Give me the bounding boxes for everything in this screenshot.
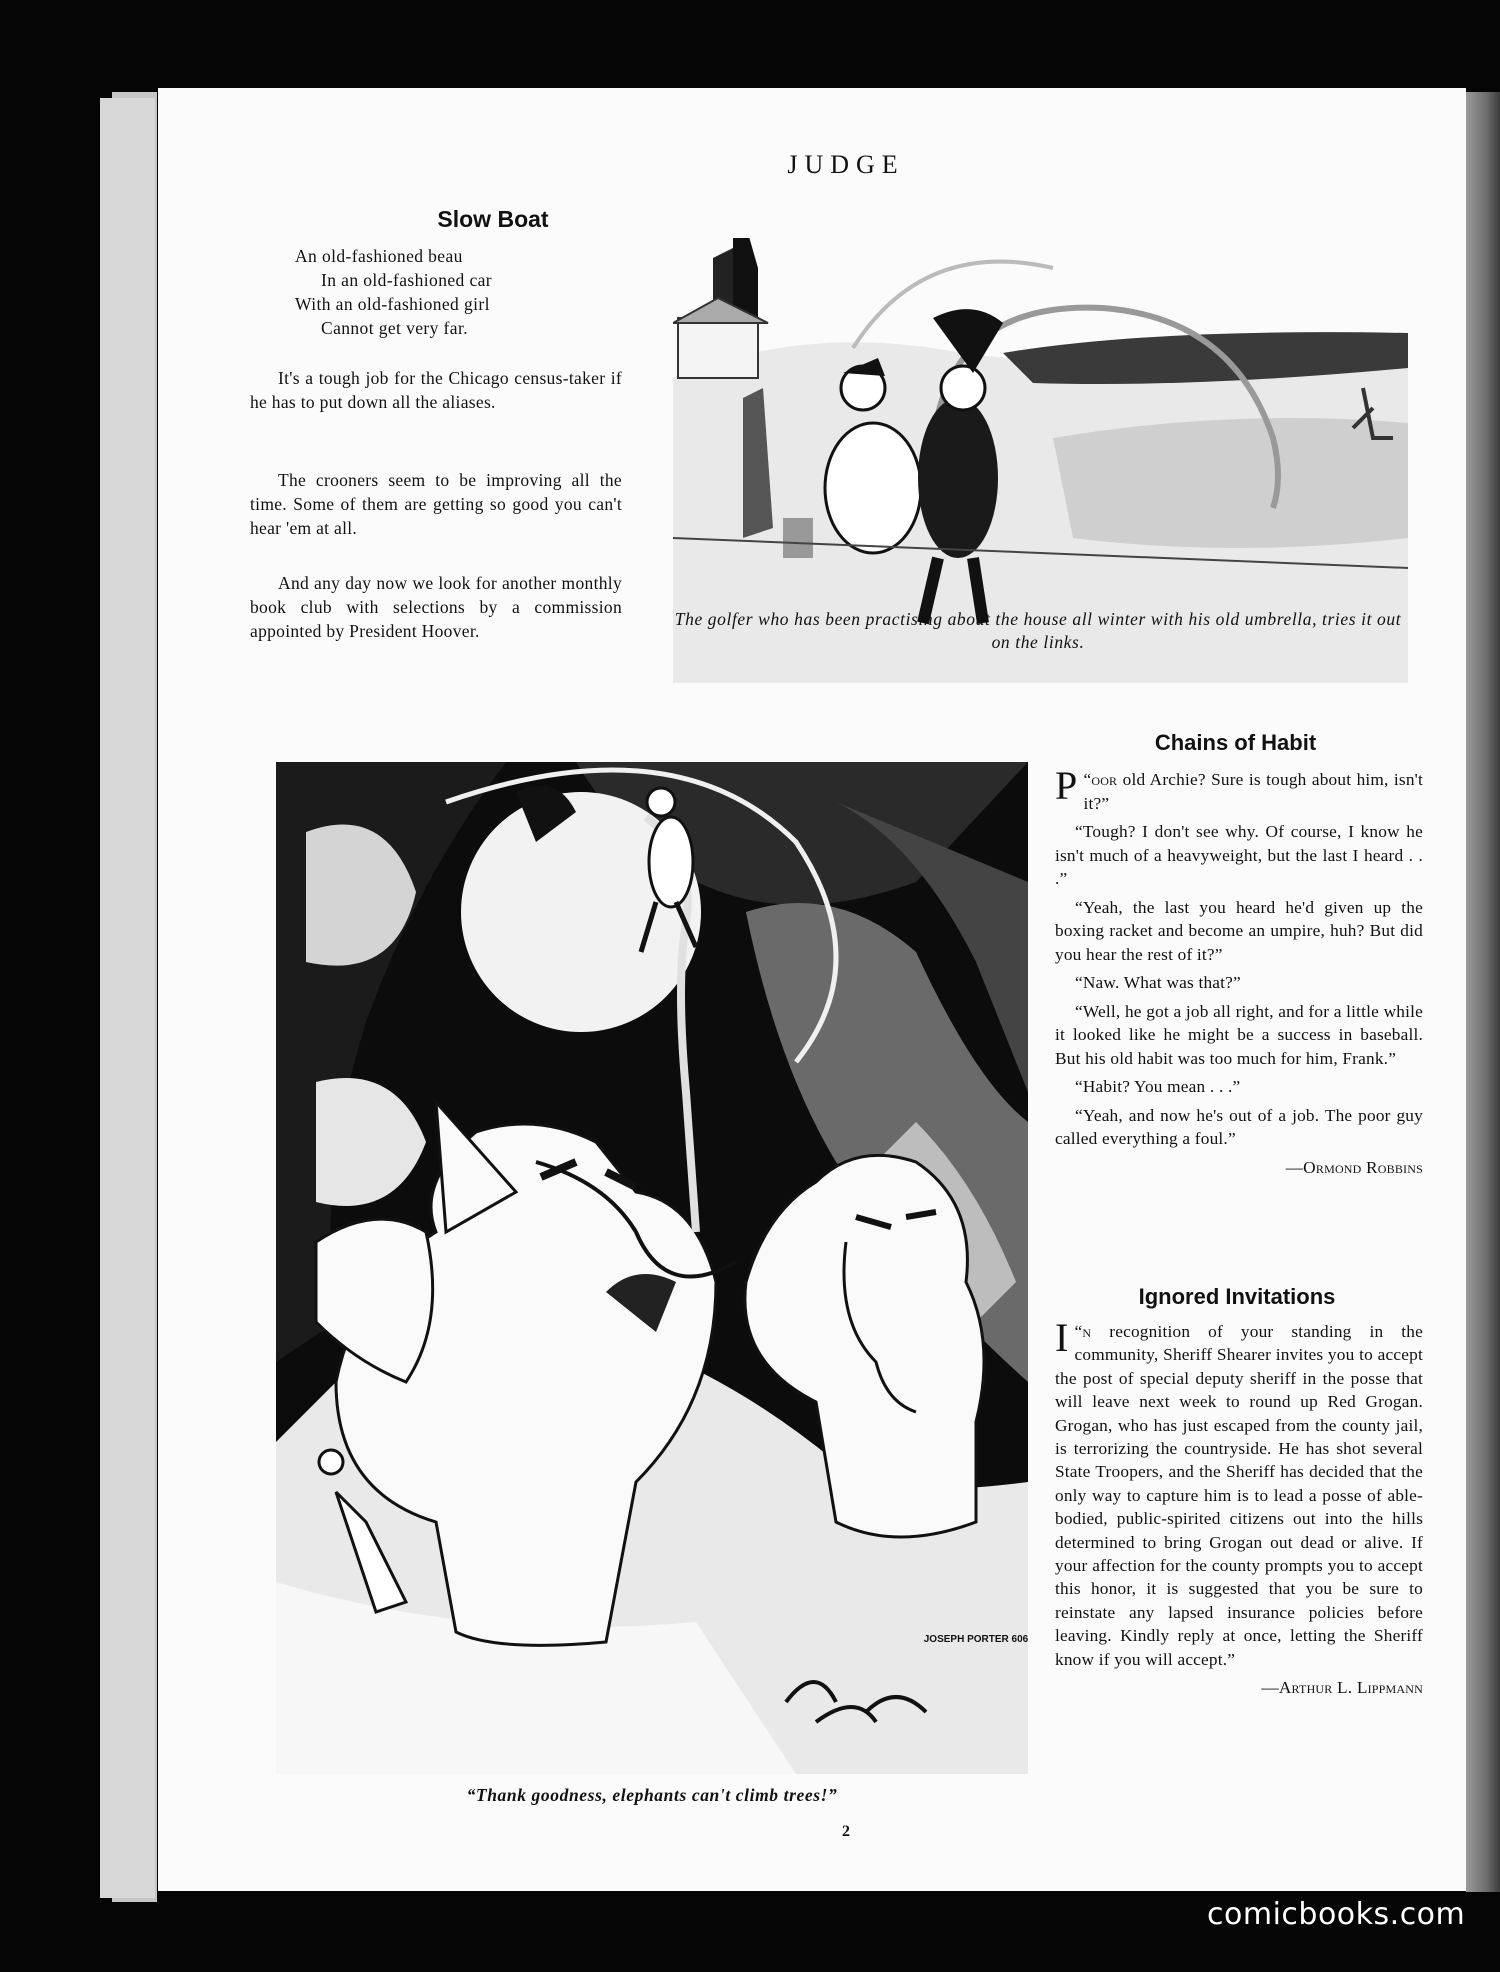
page-edge-right: [1466, 92, 1500, 1892]
chains-of-habit-title: Chains of Habit: [1154, 730, 1317, 755]
elephant-cartoon: [276, 762, 1028, 1774]
paragraph: “Habit? You mean . . .”: [1075, 1077, 1241, 1096]
paragraph-book-club: And any day now we look for another monthly book club with selections by a commission appointed by President Hoover.: [250, 573, 622, 641]
artist-signature: JOSEPH PORTER 606: [923, 1634, 1028, 1645]
author-byline: —Arthur L. Lippmann: [1261, 1678, 1423, 1698]
paragraph: “ P oor old Archie? Sure is tough about him, isn't it?”: [1055, 763, 1423, 813]
paragraph: “Yeah, the last you heard he'd given up the boxing racket and become an umpire, huh? But did you hear the rest of it?”: [1055, 897, 1423, 964]
poem-line: Cannot get very far.: [321, 318, 468, 338]
chains-of-habit-body: [1055, 763, 1423, 1184]
paragraph: “Naw. What was that?”: [1075, 973, 1241, 992]
watermark: comicbooks.com: [1207, 1897, 1466, 1932]
golf-cartoon-caption: The golfer who has been practising about the house all winter with his old umbrella, tries it out on the links.: [674, 609, 1402, 652]
poem-line: With an old-fashioned girl: [295, 294, 490, 314]
paragraph: “Yeah, and now he's out of a job. The poor guy called everything a foul.”: [1055, 1105, 1423, 1148]
elephant-cartoon-caption: “Thank goodness, elephants can't climb trees!”: [466, 1785, 838, 1805]
ignored-invitations-body: [1055, 1315, 1423, 1705]
paragraph: “ I n recognition of your standing in the community, Sheriff Shearer invites you to accept the post of special deputy sheriff in the posse that will leave next week to round up Red Grogan. Grogan, who has just escaped from the county jail, is terrorizing the countryside. He has shot several State Troopers, and the Sheriff has decided that the only way to capture him is to lead a posse of able-bodied, public-spirited citizens out into the hills determined to bring Grogan out dead or alive. If your affection for the county prompts you to accept this honor, it is suggested that you be sure to reinstate any lapsed insurance policies before leaving. Kindly reply at once, letting the Sheriff know if you will accept.”: [1055, 1315, 1423, 1669]
paragraph: “Tough? I don't see why. Of course, I know he isn't much of a heavyweight, but the last I heard . . .”: [1055, 822, 1423, 888]
paragraph-chicago: It's a tough job for the Chicago census-taker if he has to put down all the aliases.: [250, 368, 622, 412]
slow-boat-poem: [295, 244, 625, 340]
magazine-page: [158, 88, 1466, 1891]
author-byline: —Ormond Robbins: [1285, 1157, 1423, 1177]
book-edge-inner: [100, 98, 155, 1898]
page-number: 2: [842, 1823, 850, 1840]
poem-line: In an old-fashioned car: [321, 270, 493, 290]
masthead: JUDGE: [787, 150, 905, 179]
poem-line: An old-fashioned beau: [295, 246, 463, 266]
ignored-invitations-title: Ignored Invitations: [1138, 1284, 1336, 1309]
slow-boat-title: Slow Boat: [437, 206, 549, 232]
drop-cap: P: [1055, 763, 1078, 808]
paragraph: “Well, he got a job all right, and for a little while it looked like he might be a success in baseball. But his old habit was too much for him, Frank.”: [1055, 1001, 1423, 1068]
paragraph-crooners: The crooners seem to be improving all the time. Some of them are getting so good you can't hear 'em at all.: [250, 470, 622, 538]
drop-cap: I: [1055, 1315, 1069, 1360]
